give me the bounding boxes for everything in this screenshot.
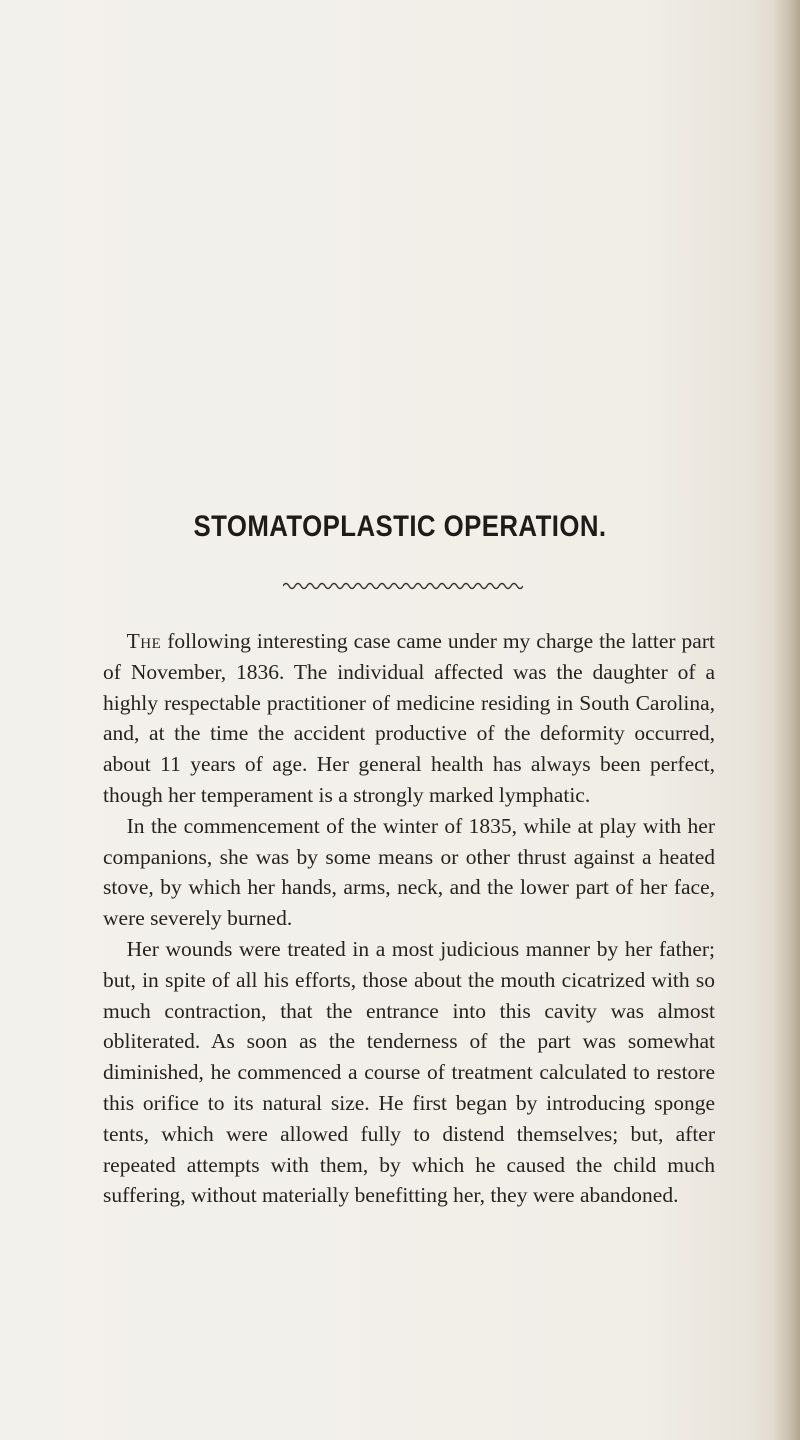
paragraph-1 (103, 626, 715, 811)
article-body (103, 626, 715, 1211)
page-title: STOMATOPLASTIC OPERATION. (193, 510, 607, 543)
paragraph-1-text: following interesting case came under my charge the latter part of November, 1836. The individual affected was the daughter of a highly respectable practitioner of medicine residing in South Carolina, and, at the time the accident productive of the deformity occurred, about 11 years of age. Her general health has always been perfect, though her temperament is a strongly marked lymphatic. (103, 629, 715, 807)
wavy-rule-ornament (283, 580, 523, 592)
page-edge-shadow (774, 0, 800, 1440)
paragraph-1-lead: The (126, 629, 162, 653)
paragraph-3: Her wounds were treated in a most judicious manner by her father; but, in spite of all his efforts, those about the mouth cicatrized with so much contraction, that the entrance into this cavity was almost obliterated. As soon as the tenderness of the part was somewhat diminished, he commenced a course of treatment calculated to restore this orifice to its natural size. He first began by introducing sponge tents, which were allowed fully to distend themselves; but, after repeated attempts with them, by which he caused the child much suffering, without materially benefitting her, they were abandoned. (103, 936, 715, 1208)
paragraph-2: In the commencement of the winter of 1835, while at play with her companions, she was by some means or other thrust against a heated stove, by which her hands, arms, neck, and the lower part of her face, were severely burned. (103, 813, 715, 931)
